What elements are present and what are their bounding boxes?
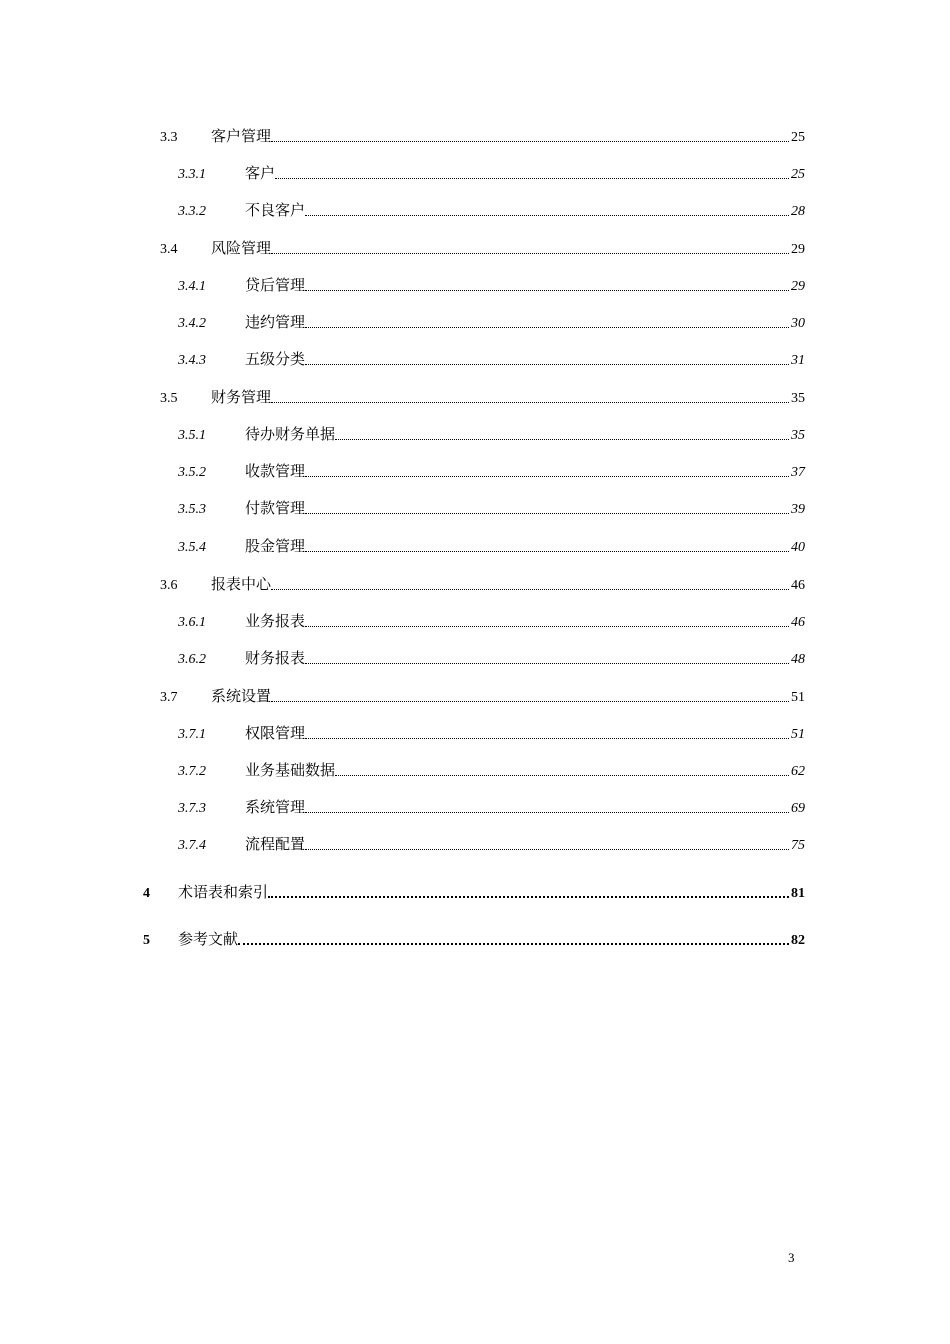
toc-leader-dots bbox=[305, 327, 789, 328]
toc-entry-number: 3.4.1 bbox=[178, 279, 206, 294]
toc-entry-number: 3.6.2 bbox=[178, 652, 206, 667]
toc-entry[interactable] bbox=[178, 721, 805, 743]
toc-entry-page: 62 bbox=[791, 764, 805, 779]
toc-entry-page: 31 bbox=[791, 353, 805, 368]
toc-entry-page: 29 bbox=[791, 242, 805, 257]
toc-entry-page: 75 bbox=[791, 838, 805, 853]
toc-entry[interactable] bbox=[178, 832, 805, 854]
toc-entry-title: 参考文献 bbox=[178, 930, 239, 948]
toc-entry[interactable] bbox=[178, 198, 805, 220]
toc-leader-dots bbox=[305, 738, 789, 739]
toc-entry-page: 28 bbox=[791, 204, 805, 219]
toc-entry[interactable] bbox=[160, 236, 805, 258]
toc-entry-title: 风险管理 bbox=[211, 239, 272, 257]
toc-entry-page: 82 bbox=[791, 933, 805, 948]
toc-entry[interactable] bbox=[160, 385, 805, 407]
toc-leader-dots bbox=[271, 701, 789, 702]
toc-leader-dots bbox=[305, 290, 789, 291]
toc-entry-number: 5 bbox=[143, 933, 150, 948]
toc-entry-title: 股金管理 bbox=[245, 537, 306, 555]
toc-entry[interactable] bbox=[178, 422, 805, 444]
toc-entry-title: 不良客户 bbox=[245, 201, 306, 219]
toc-leader-dots bbox=[305, 513, 789, 514]
toc-entry-title: 系统管理 bbox=[245, 798, 306, 816]
toc-entry-page: 69 bbox=[791, 801, 805, 816]
toc-leader-dots bbox=[305, 215, 789, 216]
toc-entry-number: 3.7.2 bbox=[178, 764, 206, 779]
toc-entry-number: 3.7.1 bbox=[178, 727, 206, 742]
toc-entry-title: 待办财务单据 bbox=[245, 425, 336, 443]
toc-entry-number: 3.4.3 bbox=[178, 353, 206, 368]
toc-entry-number: 3.3.1 bbox=[178, 167, 206, 182]
toc-entry-number: 3.4 bbox=[160, 242, 178, 257]
toc-entry-number: 3.7.3 bbox=[178, 801, 206, 816]
toc-entry[interactable] bbox=[178, 273, 805, 295]
toc-entry-number: 3.5 bbox=[160, 391, 178, 406]
toc-entry-title: 业务报表 bbox=[245, 612, 306, 630]
toc-leader-dots bbox=[335, 439, 789, 440]
page-number: 3 bbox=[788, 1250, 795, 1265]
toc-leader-dots bbox=[271, 589, 789, 590]
toc-entry[interactable] bbox=[178, 459, 805, 481]
toc-entry-title: 财务管理 bbox=[211, 388, 272, 406]
toc-leader-dots bbox=[271, 402, 789, 403]
toc-entry-number: 3.5.3 bbox=[178, 502, 206, 517]
toc-entry[interactable] bbox=[143, 880, 805, 902]
toc-entry-page: 51 bbox=[791, 727, 805, 742]
toc-entry[interactable] bbox=[178, 310, 805, 332]
toc-leader-dots bbox=[271, 141, 789, 142]
toc-entry-page: 46 bbox=[791, 578, 805, 593]
toc-entry-title: 术语表和索引 bbox=[178, 883, 269, 901]
toc-entry-title: 权限管理 bbox=[245, 724, 306, 742]
toc-entry-page: 29 bbox=[791, 279, 805, 294]
toc-entry[interactable] bbox=[160, 124, 805, 146]
toc-entry-page: 25 bbox=[791, 130, 805, 145]
toc-entry-title: 付款管理 bbox=[245, 499, 306, 517]
toc-leader-dots bbox=[305, 364, 789, 365]
toc-leader-dots bbox=[275, 178, 789, 179]
toc-entry-title: 收款管理 bbox=[245, 462, 306, 480]
toc-leader-dots bbox=[305, 849, 789, 850]
toc-entry[interactable] bbox=[178, 795, 805, 817]
toc-entry-page: 25 bbox=[791, 167, 805, 182]
toc-entry-number: 3.6 bbox=[160, 578, 178, 593]
toc-leader-dots bbox=[305, 663, 789, 664]
toc-entry[interactable] bbox=[178, 758, 805, 780]
toc-entry-number: 3.5.1 bbox=[178, 428, 206, 443]
toc-entry-number: 3.7.4 bbox=[178, 838, 206, 853]
toc-entry-number: 3.5.4 bbox=[178, 540, 206, 555]
toc-entry-number: 3.6.1 bbox=[178, 615, 206, 630]
toc-entry-title: 财务报表 bbox=[245, 649, 306, 667]
toc-entry-title: 五级分类 bbox=[245, 350, 306, 368]
toc-entry-number: 3.4.2 bbox=[178, 316, 206, 331]
toc-entry-page: 35 bbox=[791, 391, 805, 406]
toc-entry-number: 3.7 bbox=[160, 690, 178, 705]
toc-entry[interactable] bbox=[160, 572, 805, 594]
toc-leader-dots bbox=[305, 626, 789, 627]
toc-entry-page: 81 bbox=[791, 886, 805, 901]
toc-leader-dots bbox=[305, 812, 789, 813]
toc-entry[interactable] bbox=[160, 684, 805, 706]
toc-entry[interactable] bbox=[178, 609, 805, 631]
toc-entry-title: 客户管理 bbox=[211, 127, 272, 145]
toc-entry-number: 4 bbox=[143, 886, 150, 901]
toc-leader-dots bbox=[238, 943, 789, 945]
toc-entry-page: 39 bbox=[791, 502, 805, 517]
toc-entry-title: 流程配置 bbox=[245, 835, 306, 853]
toc-entry[interactable] bbox=[178, 161, 805, 183]
toc-entry[interactable] bbox=[178, 496, 805, 518]
toc-entry-number: 3.3.2 bbox=[178, 204, 206, 219]
toc-entry-title: 业务基础数据 bbox=[245, 761, 336, 779]
toc-entry-title: 报表中心 bbox=[211, 575, 272, 593]
toc-entry[interactable] bbox=[178, 347, 805, 369]
toc-entry-page: 51 bbox=[791, 690, 805, 705]
toc-entry-title: 客户 bbox=[245, 164, 276, 182]
toc-entry[interactable] bbox=[178, 646, 805, 668]
toc-entry-page: 30 bbox=[791, 316, 805, 331]
toc-entry[interactable] bbox=[178, 534, 805, 556]
toc-leader-dots bbox=[305, 476, 789, 477]
toc-leader-dots bbox=[335, 775, 789, 776]
toc-entry-number: 3.5.2 bbox=[178, 465, 206, 480]
toc-leader-dots bbox=[268, 896, 789, 898]
toc-entry-page: 48 bbox=[791, 652, 805, 667]
toc-leader-dots bbox=[305, 551, 789, 552]
toc-entry-page: 46 bbox=[791, 615, 805, 630]
toc-entry-title: 贷后管理 bbox=[245, 276, 306, 294]
toc-leader-dots bbox=[271, 253, 789, 254]
toc-entry-page: 40 bbox=[791, 540, 805, 555]
toc-entry-title: 违约管理 bbox=[245, 313, 306, 331]
toc-entry-number: 3.3 bbox=[160, 130, 178, 145]
toc-entry-page: 35 bbox=[791, 428, 805, 443]
toc-entry-page: 37 bbox=[791, 465, 805, 480]
toc-entry-title: 系统设置 bbox=[211, 687, 272, 705]
toc-entry[interactable] bbox=[143, 927, 805, 949]
